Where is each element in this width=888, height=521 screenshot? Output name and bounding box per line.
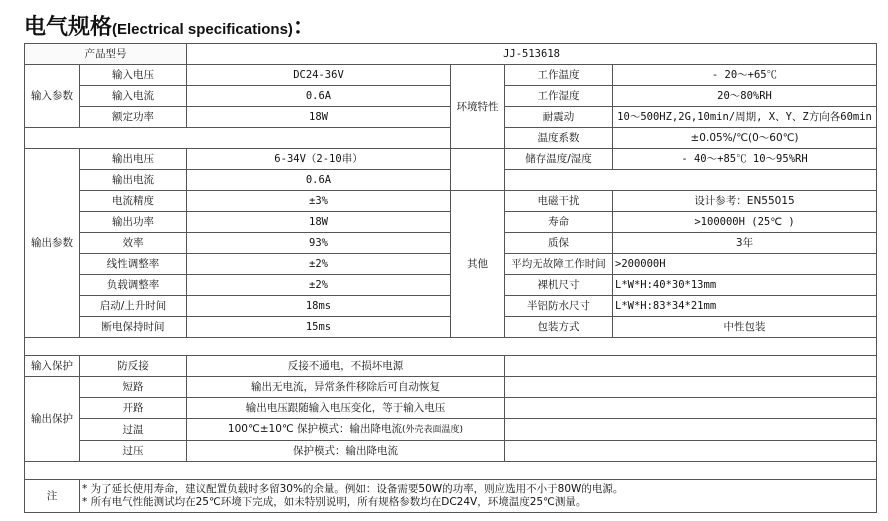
row-value: 6-34V（2-10串）: [187, 149, 451, 170]
row-value: 93%: [187, 233, 451, 254]
row-label: 过压: [80, 441, 187, 462]
row-value: 输出无电流，异常条件移除后可自动恢复: [187, 377, 505, 398]
model-label: 产品型号: [25, 44, 187, 65]
table-row: [25, 480, 877, 513]
row-label: 线性调整率: [80, 254, 187, 275]
row-value: 18W: [187, 212, 451, 233]
row-value: >200000H: [613, 254, 877, 275]
row-label: 寿命: [505, 212, 613, 233]
blank-cell: [505, 419, 877, 441]
row-label: 启动/上升时间: [80, 296, 187, 317]
note-line: * 所有电气性能测试均在25℃环境下完成，如未特别说明，所有规格参数均在DC24V，环境温度25℃测量。: [82, 496, 587, 508]
table-row: [25, 398, 877, 419]
row-value: ±0.05%/℃(0～60℃): [613, 128, 877, 149]
blank-cell: [25, 338, 877, 356]
blank-cell: [505, 441, 877, 462]
row-value: 设计参考：EN55015: [613, 191, 877, 212]
row-label: 效率: [80, 233, 187, 254]
row-label: 防反接: [80, 356, 187, 377]
title-colon: ：: [292, 15, 315, 40]
group-input-params: 输入参数: [25, 65, 80, 128]
table-row: [25, 441, 877, 462]
row-value: 18W: [187, 107, 451, 128]
row-value: - 20～+65℃: [613, 65, 877, 86]
row-label: 输入电流: [80, 86, 187, 107]
row-value: - 40～+85℃ 10～95%RH: [613, 149, 877, 170]
table-row: [25, 338, 877, 356]
table-row: [25, 191, 877, 212]
overtemp-note: (外壳表面温度): [402, 425, 464, 435]
overtemp-value: 100℃±10℃ 保护模式：输出降电流: [227, 423, 403, 435]
row-label: 电磁干扰: [505, 191, 613, 212]
row-value: 反接不通电，不损坏电源: [187, 356, 505, 377]
row-value: 15ms: [187, 317, 451, 338]
spec-table: [24, 43, 877, 513]
row-value: 中性包装: [613, 317, 877, 338]
row-label: 输入电压: [80, 65, 187, 86]
row-value: >100000H (25℃ ): [613, 212, 877, 233]
row-value: 输出电压跟随输入电压变化，等于输入电压: [187, 398, 505, 419]
table-row: [25, 65, 877, 86]
group-env: 环境特性: [451, 65, 505, 149]
table-row: [25, 377, 877, 398]
row-value: ±2%: [187, 254, 451, 275]
row-label: 工作湿度: [505, 86, 613, 107]
row-value: 0.6A: [187, 86, 451, 107]
group-output-protect: 输出保护: [25, 377, 80, 462]
table-row: [25, 149, 877, 170]
row-label: 质保: [505, 233, 613, 254]
note-line: * 为了延长使用寿命，建议配置负载时多留30%的余量。例如：设备需要50W的功率，则应选用不小于80W的电源。: [82, 483, 624, 495]
row-value: 保护模式：输出降电流: [187, 441, 505, 462]
blank-cell: [505, 170, 877, 191]
row-value: DC24-36V: [187, 65, 451, 86]
row-label: 负载调整率: [80, 275, 187, 296]
table-row: [25, 462, 877, 480]
table-row: [25, 419, 877, 441]
group-other: 其他: [451, 191, 505, 338]
row-value: ±3%: [187, 191, 451, 212]
title-en: (Electrical specifications): [112, 21, 293, 38]
row-value: L*W*H:83*34*21mm: [613, 296, 877, 317]
group-input-protect: 输入保护: [25, 356, 80, 377]
row-label: 耐震动: [505, 107, 613, 128]
row-value: 20～80%RH: [613, 86, 877, 107]
row-label: 输出功率: [80, 212, 187, 233]
row-label: 裸机尺寸: [505, 275, 613, 296]
row-value: 0.6A: [187, 170, 451, 191]
model-value: JJ-513618: [187, 44, 877, 65]
row-label: 输出电流: [80, 170, 187, 191]
row-label: 输出电压: [80, 149, 187, 170]
row-label: 包装方式: [505, 317, 613, 338]
row-label: 半铝防水尺寸: [505, 296, 613, 317]
notes-cell: [80, 480, 877, 513]
row-label: 平均无故障工作时间: [505, 254, 613, 275]
row-label: 断电保持时间: [80, 317, 187, 338]
row-value: 3年: [613, 233, 877, 254]
row-label: 工作温度: [505, 65, 613, 86]
blank-cell: [505, 356, 877, 377]
blank-cell: [505, 377, 877, 398]
group-note: 注: [25, 480, 80, 513]
group-output-params: 输出参数: [25, 149, 80, 338]
row-label: 开路: [80, 398, 187, 419]
blank-cell: [25, 128, 451, 149]
blank-cell: [25, 462, 877, 480]
row-label: 短路: [80, 377, 187, 398]
row-value: L*W*H:40*30*13mm: [613, 275, 877, 296]
row-label: 温度系数: [505, 128, 613, 149]
row-value: 10～500HZ,2G,10min/周期, X、Y、Z方向各60min: [613, 107, 877, 128]
title-zh: 电气规格: [24, 15, 113, 40]
blank-cell: [505, 398, 877, 419]
row-value: ±2%: [187, 275, 451, 296]
page-title: [24, 10, 315, 40]
blank-cell: [451, 149, 505, 191]
table-row: [25, 356, 877, 377]
row-label: 电流精度: [80, 191, 187, 212]
row-value: 18ms: [187, 296, 451, 317]
row-value: [187, 419, 505, 441]
row-label: 过温: [80, 419, 187, 441]
row-label: 额定功率: [80, 107, 187, 128]
row-label: 储存温度/湿度: [505, 149, 613, 170]
table-row: [25, 44, 877, 65]
